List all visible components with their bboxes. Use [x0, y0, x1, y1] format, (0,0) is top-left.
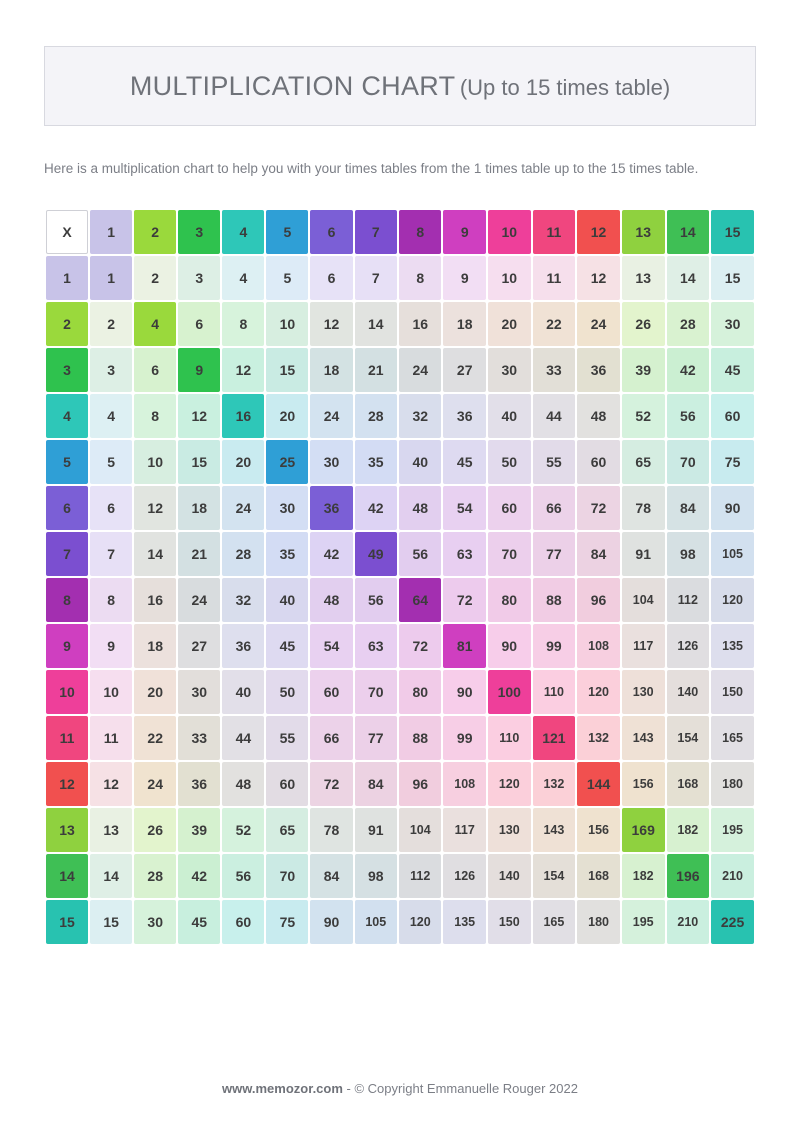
table-cell: 225: [711, 900, 754, 944]
row-header-3: 3: [46, 348, 88, 392]
row-header-8: 8: [46, 578, 88, 622]
table-cell: 24: [222, 486, 264, 530]
table-cell: 50: [488, 440, 531, 484]
table-cell: 21: [178, 532, 220, 576]
table-cell: 78: [310, 808, 352, 852]
table-cell: 210: [711, 854, 754, 898]
table-cell: 81: [443, 624, 485, 668]
table-cell: 143: [622, 716, 665, 760]
table-cell: 14: [90, 854, 132, 898]
table-cell: 15: [711, 256, 754, 300]
table-cell: 56: [222, 854, 264, 898]
table-cell: 20: [488, 302, 531, 346]
table-cell: 84: [310, 854, 352, 898]
row-header-15: 15: [46, 900, 88, 944]
table-cell: 3: [90, 348, 132, 392]
table-cell: 5: [266, 256, 308, 300]
table-cell: 24: [577, 302, 620, 346]
table-cell: 156: [577, 808, 620, 852]
table-cell: 10: [90, 670, 132, 714]
table-cell: 70: [266, 854, 308, 898]
table-cell: 45: [178, 900, 220, 944]
table-cell: 143: [533, 808, 576, 852]
table-cell: 90: [711, 486, 754, 530]
table-cell: 78: [622, 486, 665, 530]
table-cell: 64: [399, 578, 441, 622]
table-cell: 135: [443, 900, 485, 944]
table-cell: 45: [266, 624, 308, 668]
table-cell: 18: [134, 624, 176, 668]
footer-site: www.memozor.com: [222, 1081, 343, 1096]
table-cell: 60: [488, 486, 531, 530]
table-cell: 96: [399, 762, 441, 806]
table-row: [46, 348, 754, 392]
table-cell: 10: [134, 440, 176, 484]
table-cell: 150: [488, 900, 531, 944]
table-header-row: [46, 210, 754, 254]
table-cell: 45: [711, 348, 754, 392]
table-cell: 13: [90, 808, 132, 852]
table-cell: 39: [622, 348, 665, 392]
table-cell: 22: [134, 716, 176, 760]
table-cell: 90: [310, 900, 352, 944]
table-cell: 52: [222, 808, 264, 852]
table-cell: 120: [711, 578, 754, 622]
table-cell: 6: [134, 348, 176, 392]
table-cell: 21: [355, 348, 397, 392]
table-cell: 130: [488, 808, 531, 852]
table-cell: 15: [178, 440, 220, 484]
column-header-9: 9: [443, 210, 485, 254]
table-cell: 117: [443, 808, 485, 852]
table-cell: 117: [622, 624, 665, 668]
table-row: [46, 302, 754, 346]
table-cell: 135: [711, 624, 754, 668]
table-cell: 26: [134, 808, 176, 852]
table-cell: 15: [266, 348, 308, 392]
table-cell: 7: [90, 532, 132, 576]
table-cell: 18: [178, 486, 220, 530]
table-cell: 15: [90, 900, 132, 944]
table-cell: 169: [622, 808, 665, 852]
row-header-1: 1: [46, 256, 88, 300]
table-cell: 65: [622, 440, 665, 484]
table-cell: 14: [355, 302, 397, 346]
table-cell: 24: [399, 348, 441, 392]
table-cell: 16: [399, 302, 441, 346]
table-cell: 84: [355, 762, 397, 806]
table-cell: 56: [399, 532, 441, 576]
column-header-3: 3: [178, 210, 220, 254]
table-cell: 30: [178, 670, 220, 714]
table-cell: 42: [178, 854, 220, 898]
table-cell: 120: [488, 762, 531, 806]
column-header-1: 1: [90, 210, 132, 254]
table-cell: 75: [266, 900, 308, 944]
column-header-7: 7: [355, 210, 397, 254]
table-cell: 63: [443, 532, 485, 576]
table-cell: 3: [178, 256, 220, 300]
table-cell: 48: [399, 486, 441, 530]
column-header-5: 5: [266, 210, 308, 254]
table-cell: 110: [488, 716, 531, 760]
table-cell: 33: [533, 348, 576, 392]
table-cell: 80: [399, 670, 441, 714]
table-cell: 88: [399, 716, 441, 760]
table-cell: 66: [310, 716, 352, 760]
table-cell: 39: [178, 808, 220, 852]
table-row: [46, 900, 754, 944]
table-cell: 22: [533, 302, 576, 346]
table-cell: 154: [533, 854, 576, 898]
table-cell: 66: [533, 486, 576, 530]
table-cell: 110: [533, 670, 576, 714]
table-cell: 63: [355, 624, 397, 668]
table-cell: 6: [178, 302, 220, 346]
table-row: [46, 578, 754, 622]
table-cell: 40: [399, 440, 441, 484]
table-cell: 35: [355, 440, 397, 484]
table-cell: 40: [488, 394, 531, 438]
table-cell: 126: [443, 854, 485, 898]
table-cell: 99: [443, 716, 485, 760]
table-cell: 60: [711, 394, 754, 438]
table-cell: 180: [577, 900, 620, 944]
table-cell: 28: [222, 532, 264, 576]
table-cell: 70: [667, 440, 710, 484]
table-cell: 10: [266, 302, 308, 346]
table-cell: 72: [310, 762, 352, 806]
table-cell: 91: [622, 532, 665, 576]
table-cell: 1: [90, 256, 132, 300]
table-cell: 11: [90, 716, 132, 760]
table-cell: 35: [266, 532, 308, 576]
table-row: [46, 808, 754, 852]
table-cell: 26: [622, 302, 665, 346]
column-header-4: 4: [222, 210, 264, 254]
table-cell: 98: [667, 532, 710, 576]
table-cell: 49: [355, 532, 397, 576]
table-cell: 182: [622, 854, 665, 898]
table-cell: 196: [667, 854, 710, 898]
page-title-sub: (Up to 15 times table): [459, 74, 671, 100]
table-cell: 11: [533, 256, 576, 300]
table-cell: 72: [399, 624, 441, 668]
table-cell: 77: [533, 532, 576, 576]
table-cell: 108: [443, 762, 485, 806]
table-cell: 156: [622, 762, 665, 806]
table-cell: 112: [667, 578, 710, 622]
row-header-11: 11: [46, 716, 88, 760]
table-row: [46, 716, 754, 760]
table-cell: 112: [399, 854, 441, 898]
table-cell: 165: [711, 716, 754, 760]
table-cell: 30: [266, 486, 308, 530]
table-cell: 30: [711, 302, 754, 346]
table-cell: 182: [667, 808, 710, 852]
page-title: [130, 71, 670, 102]
table-cell: 28: [134, 854, 176, 898]
table-cell: 84: [577, 532, 620, 576]
table-row: [46, 256, 754, 300]
table-cell: 12: [90, 762, 132, 806]
table-cell: 77: [355, 716, 397, 760]
table-cell: 4: [90, 394, 132, 438]
table-cell: 40: [266, 578, 308, 622]
table-cell: 10: [488, 256, 531, 300]
table-cell: 42: [310, 532, 352, 576]
table-cell: 105: [355, 900, 397, 944]
table-cell: 33: [178, 716, 220, 760]
table-cell: 140: [488, 854, 531, 898]
table-cell: 84: [667, 486, 710, 530]
table-cell: 14: [667, 256, 710, 300]
table-cell: 14: [134, 532, 176, 576]
table-cell: 24: [310, 394, 352, 438]
table-cell: 99: [533, 624, 576, 668]
table-cell: 132: [577, 716, 620, 760]
table-cell: 210: [667, 900, 710, 944]
table-cell: 8: [134, 394, 176, 438]
table-cell: 8: [90, 578, 132, 622]
table-row: [46, 394, 754, 438]
table-cell: 60: [577, 440, 620, 484]
table-cell: 88: [533, 578, 576, 622]
table-cell: 12: [134, 486, 176, 530]
table-cell: 132: [533, 762, 576, 806]
table-cell: 27: [443, 348, 485, 392]
table-cell: 8: [399, 256, 441, 300]
table-cell: 168: [577, 854, 620, 898]
table-cell: 56: [667, 394, 710, 438]
table-cell: 180: [711, 762, 754, 806]
table-cell: 120: [399, 900, 441, 944]
table-cell: 28: [355, 394, 397, 438]
column-header-8: 8: [399, 210, 441, 254]
table-cell: 24: [178, 578, 220, 622]
row-header-14: 14: [46, 854, 88, 898]
column-header-2: 2: [134, 210, 176, 254]
table-cell: 36: [178, 762, 220, 806]
table-cell: 7: [355, 256, 397, 300]
row-header-4: 4: [46, 394, 88, 438]
table-cell: 55: [533, 440, 576, 484]
table-row: [46, 670, 754, 714]
table-cell: 48: [222, 762, 264, 806]
table-cell: 144: [577, 762, 620, 806]
table-cell: 165: [533, 900, 576, 944]
column-header-14: 14: [667, 210, 710, 254]
table-cell: 9: [443, 256, 485, 300]
column-header-13: 13: [622, 210, 665, 254]
table-cell: 105: [711, 532, 754, 576]
table-cell: 72: [577, 486, 620, 530]
table-cell: 60: [222, 900, 264, 944]
row-header-9: 9: [46, 624, 88, 668]
table-cell: 12: [222, 348, 264, 392]
row-header-10: 10: [46, 670, 88, 714]
table-cell: 36: [577, 348, 620, 392]
table-cell: 121: [533, 716, 576, 760]
table-cell: 36: [443, 394, 485, 438]
intro-paragraph: Here is a multiplication chart to help you with your times tables from the 1 times table up to the 15 times table.: [44, 161, 699, 176]
table-row: [46, 486, 754, 530]
table-cell: 70: [488, 532, 531, 576]
column-header-11: 11: [533, 210, 576, 254]
column-header-12: 12: [577, 210, 620, 254]
table-cell: 150: [711, 670, 754, 714]
table-cell: 36: [310, 486, 352, 530]
table-cell: 40: [222, 670, 264, 714]
table-cell: 126: [667, 624, 710, 668]
table-cell: 20: [134, 670, 176, 714]
row-header-7: 7: [46, 532, 88, 576]
table-cell: 98: [355, 854, 397, 898]
row-header-6: 6: [46, 486, 88, 530]
table-cell: 4: [222, 256, 264, 300]
table-cell: 18: [310, 348, 352, 392]
footer-copyright: - © Copyright Emmanuelle Rouger 2022: [342, 1081, 578, 1096]
table-cell: 9: [178, 348, 220, 392]
table-cell: 56: [355, 578, 397, 622]
title-banner: [44, 46, 756, 126]
table-cell: 90: [488, 624, 531, 668]
table-cell: 16: [134, 578, 176, 622]
table-cell: 90: [443, 670, 485, 714]
table-cell: 108: [577, 624, 620, 668]
table-cell: 54: [443, 486, 485, 530]
table-cell: 4: [134, 302, 176, 346]
table-cell: 44: [222, 716, 264, 760]
table-cell: 2: [134, 256, 176, 300]
table-row: [46, 440, 754, 484]
table-cell: 140: [667, 670, 710, 714]
table-cell: 130: [622, 670, 665, 714]
table-cell: 65: [266, 808, 308, 852]
table-cell: 75: [711, 440, 754, 484]
table-cell: 60: [310, 670, 352, 714]
table-cell: 12: [577, 256, 620, 300]
table-cell: 195: [711, 808, 754, 852]
table-cell: 32: [399, 394, 441, 438]
table-cell: 8: [222, 302, 264, 346]
table-cell: 42: [355, 486, 397, 530]
table-cell: 54: [310, 624, 352, 668]
table-cell: 154: [667, 716, 710, 760]
table-cell: 6: [90, 486, 132, 530]
table-cell: 70: [355, 670, 397, 714]
chart-container: [44, 208, 756, 946]
table-cell: 44: [533, 394, 576, 438]
column-header-15: 15: [711, 210, 754, 254]
table-cell: 195: [622, 900, 665, 944]
table-cell: 60: [266, 762, 308, 806]
chart-corner-symbol: X: [46, 210, 88, 254]
table-cell: 12: [178, 394, 220, 438]
table-cell: 27: [178, 624, 220, 668]
table-cell: 168: [667, 762, 710, 806]
table-cell: 25: [266, 440, 308, 484]
table-row: [46, 624, 754, 668]
column-header-10: 10: [488, 210, 531, 254]
table-row: [46, 854, 754, 898]
table-cell: 30: [310, 440, 352, 484]
table-cell: 80: [488, 578, 531, 622]
table-cell: 48: [310, 578, 352, 622]
column-header-6: 6: [310, 210, 352, 254]
row-header-13: 13: [46, 808, 88, 852]
table-cell: 100: [488, 670, 531, 714]
table-cell: 72: [443, 578, 485, 622]
table-cell: 30: [134, 900, 176, 944]
table-cell: 104: [622, 578, 665, 622]
table-cell: 42: [667, 348, 710, 392]
table-cell: 45: [443, 440, 485, 484]
table-cell: 18: [443, 302, 485, 346]
table-cell: 20: [266, 394, 308, 438]
table-cell: 9: [90, 624, 132, 668]
table-cell: 32: [222, 578, 264, 622]
page-title-main: MULTIPLICATION CHART: [129, 70, 456, 101]
row-header-12: 12: [46, 762, 88, 806]
table-cell: 2: [90, 302, 132, 346]
table-cell: 13: [622, 256, 665, 300]
table-cell: 48: [577, 394, 620, 438]
table-cell: 104: [399, 808, 441, 852]
table-cell: 52: [622, 394, 665, 438]
table-row: [46, 762, 754, 806]
table-cell: 96: [577, 578, 620, 622]
table-cell: 120: [577, 670, 620, 714]
table-cell: 55: [266, 716, 308, 760]
table-cell: 30: [488, 348, 531, 392]
table-cell: 6: [310, 256, 352, 300]
table-cell: 24: [134, 762, 176, 806]
multiplication-table: [44, 208, 756, 946]
table-cell: 91: [355, 808, 397, 852]
table-cell: 12: [310, 302, 352, 346]
table-row: [46, 532, 754, 576]
table-cell: 20: [222, 440, 264, 484]
table-cell: 28: [667, 302, 710, 346]
table-cell: 36: [222, 624, 264, 668]
table-cell: 5: [90, 440, 132, 484]
row-header-5: 5: [46, 440, 88, 484]
footer: [44, 1081, 756, 1096]
row-header-2: 2: [46, 302, 88, 346]
table-cell: 50: [266, 670, 308, 714]
table-cell: 16: [222, 394, 264, 438]
